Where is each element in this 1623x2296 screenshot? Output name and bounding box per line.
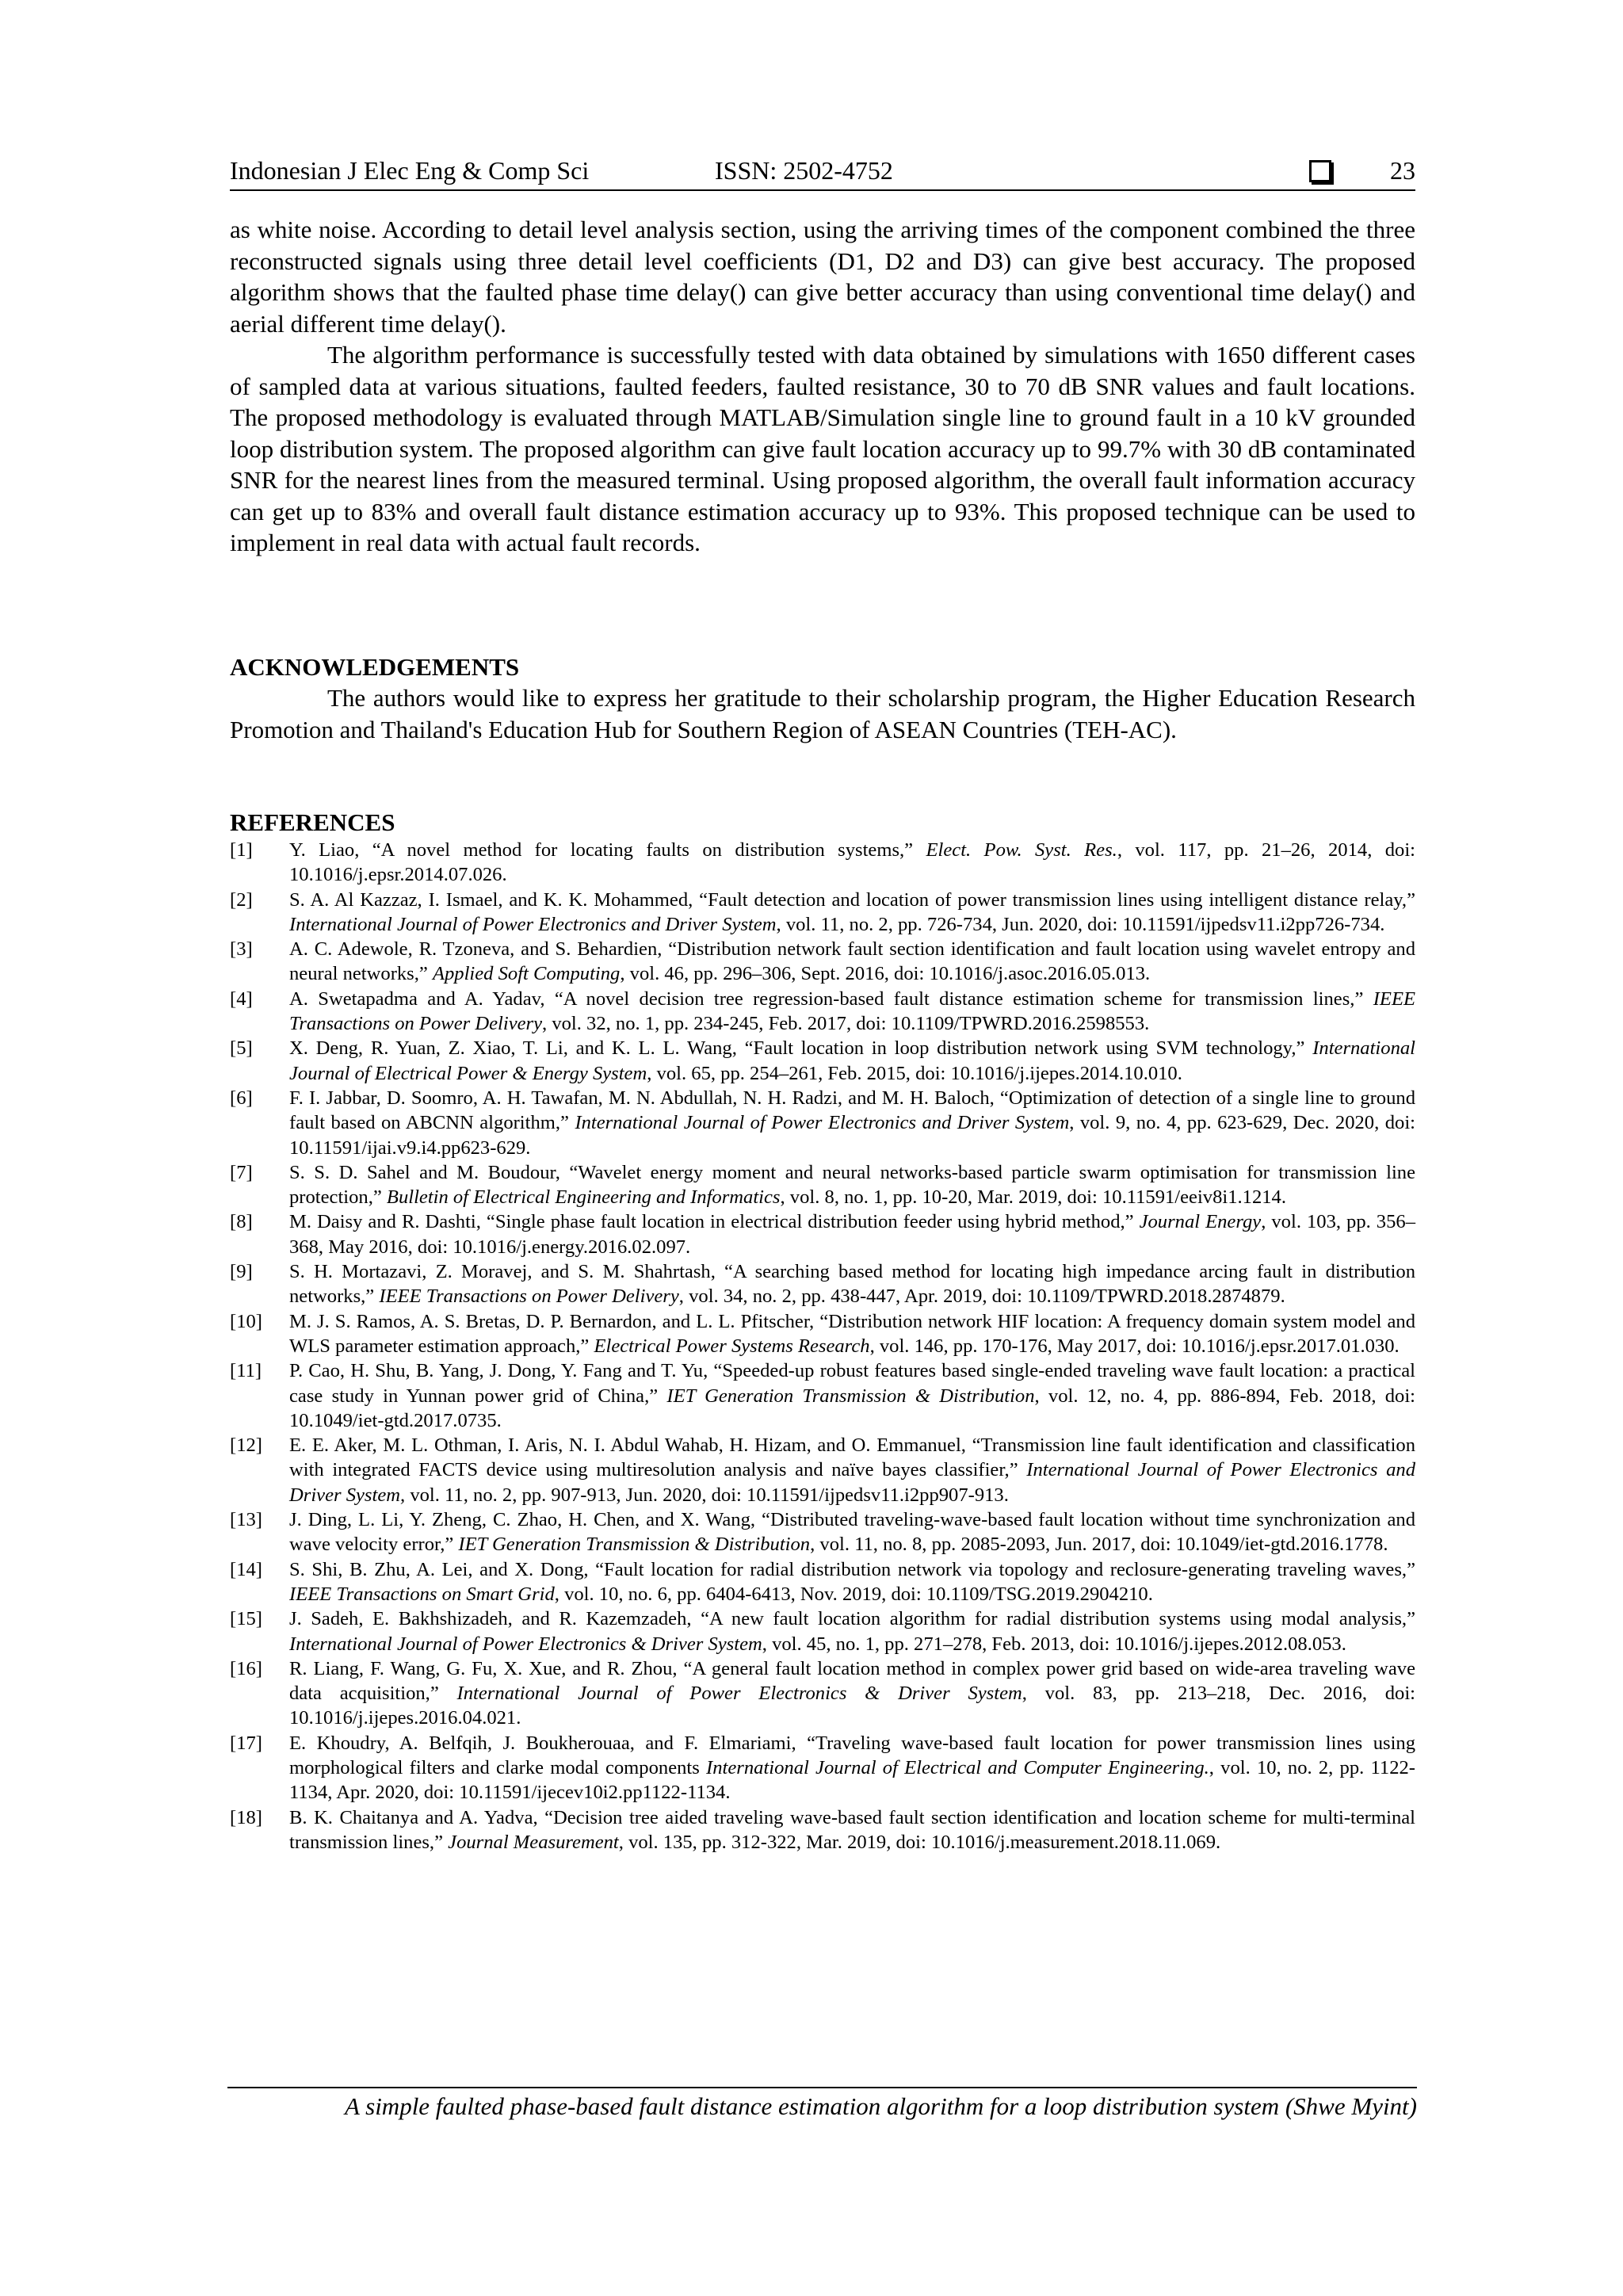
reference-item	[230, 987, 1415, 1037]
reference-number: [15]	[230, 1608, 262, 1630]
reference-number: [5]	[230, 1037, 253, 1060]
reference-authors-title: A. C. Adewole, R. Tzoneva, and S. Behardien, “Distribution network fault section identification and fault location using wavelet entropy and neural networks,”	[289, 938, 1415, 985]
reference-venue: IEEE Transactions on Smart Grid	[289, 1583, 555, 1605]
reference-text	[289, 1656, 1415, 1731]
reference-authors-title: S. S. D. Sahel and M. Boudour, “Wavelet energy moment and neural networks-based particle swarm optimisation for transmission line protection,”	[289, 1161, 1415, 1209]
reference-authors-title: E. Khoudry, A. Belfqih, J. Boukherouaa, and F. Elmariami, “Traveling wave-based fault location for power transmission lines using morphological filters and clarke modal components	[289, 1732, 1415, 1778]
reference-text	[289, 1160, 1415, 1210]
reference-venue: International Journal of Power Electronics and Driver System	[289, 913, 777, 935]
reference-authors-title: J. Sadeh, E. Bakhshizadeh, and R. Kazemzadeh, “A new fault location algorithm for radial distribution systems using modal analysis,”	[289, 1608, 1415, 1630]
issn: ISSN: 2502-4752	[715, 156, 893, 185]
reference-text	[289, 1259, 1415, 1309]
reference-number: [11]	[230, 1360, 262, 1382]
reference-authors-title: S. H. Mortazavi, Z. Moravej, and S. M. Shahrtash, “A searching based method for locating high impedance arcing fault in distribution networks,”	[289, 1261, 1415, 1308]
reference-authors-title: Y. Liao, “A novel method for locating faults on distribution systems,”	[289, 839, 926, 861]
page-number: 23	[1390, 156, 1415, 185]
reference-item	[230, 937, 1415, 987]
square-bullet-icon	[1309, 160, 1331, 182]
reference-venue: Journal Measurement	[448, 1831, 619, 1853]
reference-number: [14]	[230, 1558, 262, 1580]
reference-item	[230, 1731, 1415, 1805]
reference-text	[289, 1433, 1415, 1507]
reference-authors-title: M. Daisy and R. Dashti, “Single phase fault location in electrical distribution feeder using hybrid method,”	[289, 1211, 1140, 1233]
conclusion-paragraph-1: as white noise. According to detail level analysis section, using the arriving times of the component combined the three reconstructed signals using three detail level coefficients (D1, D2 and D3) can give best accuracy. The proposed algorithm shows that the faulted phase time delay() can give better accuracy than using conventional time delay() and aerial different time delay().	[230, 216, 1415, 338]
reference-item	[230, 1656, 1415, 1731]
reference-number: [1]	[230, 839, 253, 861]
journal-name: Indonesian J Elec Eng & Comp Sci	[230, 156, 590, 185]
reference-authors-title: B. K. Chaitanya and A. Yadva, “Decision tree aided traveling wave-based fault section identification and location scheme for multi-terminal transmission lines,”	[289, 1806, 1415, 1853]
reference-item	[230, 1259, 1415, 1309]
reference-item	[230, 1209, 1415, 1259]
reference-venue: Journal Energy	[1139, 1211, 1262, 1233]
reference-authors-title: P. Cao, H. Shu, B. Yang, J. Dong, Y. Fang and T. Yu, “Speeded-up robust features based single-ended traveling wave fault location: a practical case study in Yunnan power grid of China,”	[289, 1360, 1415, 1407]
reference-authors-title: R. Liang, F. Wang, G. Fu, X. Xue, and R. Zhou, “A general fault location method in complex power grid based on wide-area traveling wave data acquisition,”	[289, 1657, 1415, 1705]
reference-item	[230, 888, 1415, 938]
reference-venue: Applied Soft Computing	[432, 963, 621, 985]
page-footer	[227, 2087, 1417, 2122]
reference-details: , vol. 34, no. 2, pp. 438-447, Apr. 2019, doi: 10.1109/TPWRD.2018.2874879.	[678, 1286, 1285, 1308]
reference-number: [8]	[230, 1211, 253, 1233]
reference-item	[230, 1036, 1415, 1086]
reference-authors-title: E. E. Aker, M. L. Othman, I. Aris, N. I. Abdul Wahab, H. Hizam, and O. Emmanuel, “Transmission line fault identification and classification with integrated FACTS device using multiresolution analysis and naïve bayes classifier,”	[289, 1435, 1415, 1481]
reference-number: [7]	[230, 1161, 253, 1183]
reference-number: [16]	[230, 1657, 262, 1679]
reference-item	[230, 838, 1415, 888]
reference-text	[289, 1557, 1415, 1607]
reference-authors-title: X. Deng, R. Yuan, Z. Xiao, T. Li, and K. L. L. Wang, “Fault location in loop distribution network using SVM technology,”	[289, 1037, 1313, 1060]
reference-details: , vol. 12, no. 4, pp. 886-894, Feb. 2018, doi: 10.1049/iet-gtd.2017.0735.	[289, 1385, 1415, 1431]
reference-item	[230, 1309, 1415, 1359]
reference-authors-title: A. Swetapadma and A. Yadav, “A novel decision tree regression-based fault distance estimation scheme for transmission lines,”	[289, 988, 1373, 1010]
reference-authors-title: F. I. Jabbar, D. Soomro, A. H. Tawafan, M. N. Abdullah, N. H. Radzi, and M. H. Baloch, “Optimization of detection of a single line to ground fault based on ABCNN algorithm,”	[289, 1087, 1415, 1134]
reference-list	[230, 838, 1415, 1855]
reference-text	[289, 888, 1415, 938]
reference-venue: International Journal of Power Electronics and Driver System	[575, 1112, 1070, 1134]
reference-venue: International Journal of Electrical Power & Energy System	[289, 1037, 1415, 1084]
reference-venue: IEEE Transactions on Power Delivery	[379, 1286, 679, 1308]
footer-title: A simple faulted phase-based fault distance estimation algorithm for a loop distribution system (Shwe Myint)	[345, 2092, 1417, 2120]
reference-number: [3]	[230, 938, 253, 961]
reference-text	[289, 987, 1415, 1037]
reference-venue: IET Generation Transmission & Distribution	[458, 1534, 811, 1556]
reference-text	[289, 1036, 1415, 1086]
reference-details: , vol. 135, pp. 312-322, Mar. 2019, doi: 10.1016/j.measurement.2018.11.069.	[618, 1831, 1221, 1853]
reference-venue: International Journal of Power Electronics & Driver System	[456, 1683, 1022, 1705]
reference-item	[230, 1358, 1415, 1433]
reference-authors-title: S. Shi, B. Zhu, A. Lei, and X. Dong, “Fault location for radial distribution network via topology and reclosure-generating traveling waves,”	[289, 1558, 1415, 1580]
reference-venue: Elect. Pow. Syst. Res.	[926, 839, 1117, 861]
reference-authors-title: S. A. Al Kazzaz, I. Ismael, and K. K. Mohammed, “Fault detection and location of power transmission lines using intelligent distance relay,”	[289, 888, 1415, 911]
reference-number: [6]	[230, 1087, 253, 1109]
reference-details: , vol. 146, pp. 170-176, May 2017, doi: 10.1016/j.epsr.2017.01.030.	[869, 1335, 1400, 1357]
reference-authors-title: J. Ding, L. Li, Y. Zheng, C. Zhao, H. Chen, and X. Wang, “Distributed traveling-wave-based fault location without time synchronization and wave velocity error,”	[289, 1509, 1415, 1556]
reference-item	[230, 1086, 1415, 1160]
reference-details: , vol. 8, no. 1, pp. 10-20, Mar. 2019, doi: 10.11591/eeiv8i1.1214.	[780, 1186, 1286, 1209]
reference-venue: Bulletin of Electrical Engineering and Informatics	[386, 1186, 781, 1209]
reference-details: , vol. 117, pp. 21–26, 2014, doi: 10.1016/j.epsr.2014.07.026.	[289, 839, 1416, 886]
reference-details: , vol. 11, no. 8, pp. 2085-2093, Jun. 2017, doi: 10.1049/iet-gtd.2016.1778.	[810, 1534, 1388, 1556]
reference-number: [17]	[230, 1732, 262, 1754]
acknowledgements-text: The authors would like to express her gratitude to their scholarship program, the Higher Education Research Promotion and Thailand's Education Hub for Southern Region of ASEAN Countries (TEH-AC).	[230, 684, 1415, 743]
conclusion-paragraph-2: The algorithm performance is successfully tested with data obtained by simulations with 1650 different cases of sampled data at various situations, faulted feeders, faulted resistance, 30 to 70 dB SNR values and fault locations. The proposed methodology is evaluated through MATLAB/Simulation single line to ground fault in a 10 kV grounded loop distribution system. The proposed algorithm can give fault location accuracy up to 99.7% with 30 dB contaminated SNR for the nearest lines from the measured terminal. Using proposed algorithm, the overall fault information accuracy can get up to 83% and overall fault distance estimation accuracy up to 93%. This proposed technique can be used to implement in real data with actual fault records.	[230, 341, 1415, 556]
reference-number: [12]	[230, 1435, 262, 1457]
reference-details: , vol. 103, pp. 356–368, May 2016, doi: 10.1016/j.energy.2016.02.097.	[289, 1211, 1415, 1258]
reference-item	[230, 1507, 1415, 1557]
reference-text	[289, 1358, 1415, 1433]
page-header	[230, 155, 1415, 191]
reference-details: , vol. 10, no. 2, pp. 1122-1134, Apr. 2020, doi: 10.11591/ijecev10i2.pp1122-1134.	[289, 1756, 1415, 1804]
reference-text	[289, 1606, 1415, 1656]
reference-details: , vol. 9, no. 4, pp. 623-629, Dec. 2020, doi: 10.11591/ijai.v9.i4.pp623-629.	[289, 1112, 1415, 1159]
reference-authors-title: M. J. S. Ramos, A. S. Bretas, D. P. Bernardon, and L. L. Pfitscher, “Distribution network HIF location: A frequency domain system model and WLS parameter estimation approach,”	[289, 1310, 1415, 1357]
reference-text	[289, 1731, 1415, 1805]
reference-text	[289, 1086, 1415, 1160]
reference-text	[289, 838, 1415, 888]
reference-item	[230, 1160, 1415, 1210]
reference-venue: IET Generation Transmission & Distribution	[666, 1385, 1035, 1407]
reference-number: [2]	[230, 888, 253, 911]
reference-number: [4]	[230, 988, 253, 1010]
reference-text	[289, 1309, 1415, 1359]
reference-item	[230, 1433, 1415, 1507]
reference-text	[289, 1507, 1415, 1557]
reference-number: [13]	[230, 1509, 262, 1531]
reference-details: , vol. 46, pp. 296–306, Sept. 2016, doi: 10.1016/j.asoc.2016.05.013.	[620, 963, 1151, 985]
reference-details: , vol. 10, no. 6, pp. 6404-6413, Nov. 2019, doi: 10.1109/TSG.2019.2904210.	[554, 1583, 1153, 1605]
reference-number: [18]	[230, 1806, 262, 1828]
acknowledgements-heading: ACKNOWLEDGEMENTS	[230, 653, 520, 681]
reference-details: , vol. 83, pp. 213–218, Dec. 2016, doi: 10.1016/j.ijepes.2016.04.021.	[289, 1683, 1416, 1729]
reference-text	[289, 1805, 1415, 1855]
reference-venue: Electrical Power Systems Research	[594, 1335, 870, 1357]
reference-details: , vol. 11, no. 2, pp. 726-734, Jun. 2020, doi: 10.11591/ijpedsv11.i2pp726-734.	[776, 913, 1385, 935]
reference-details: , vol. 32, no. 1, pp. 234-245, Feb. 2017, doi: 10.1109/TPWRD.2016.2598553.	[542, 1013, 1150, 1035]
acknowledgements-section	[230, 682, 1415, 745]
references-heading: REFERENCES	[230, 808, 395, 836]
reference-text	[289, 1209, 1415, 1259]
reference-venue: International Journal of Power Electronics and Driver System,	[289, 1459, 1415, 1506]
reference-item	[230, 1805, 1415, 1855]
reference-details: , vol. 45, no. 1, pp. 271–278, Feb. 2013, doi: 10.1016/j.ijepes.2012.08.053.	[762, 1633, 1346, 1655]
reference-text	[289, 937, 1415, 987]
reference-details: , vol. 65, pp. 254–261, Feb. 2015, doi: 10.1016/j.ijepes.2014.10.010.	[647, 1062, 1182, 1084]
reference-venue: International Journal of Electrical and Computer Engineering.	[706, 1756, 1209, 1778]
reference-item	[230, 1557, 1415, 1607]
reference-details: vol. 11, no. 2, pp. 907-913, Jun. 2020, doi: 10.11591/ijpedsv11.i2pp907-913.	[405, 1484, 1009, 1506]
reference-venue: International Journal of Power Electronics & Driver System	[289, 1633, 762, 1655]
conclusion-section	[230, 214, 1415, 559]
reference-item	[230, 1606, 1415, 1656]
reference-number: [10]	[230, 1310, 262, 1332]
reference-venue: IEEE Transactions on Power Delivery	[289, 988, 1415, 1035]
reference-number: [9]	[230, 1261, 253, 1283]
